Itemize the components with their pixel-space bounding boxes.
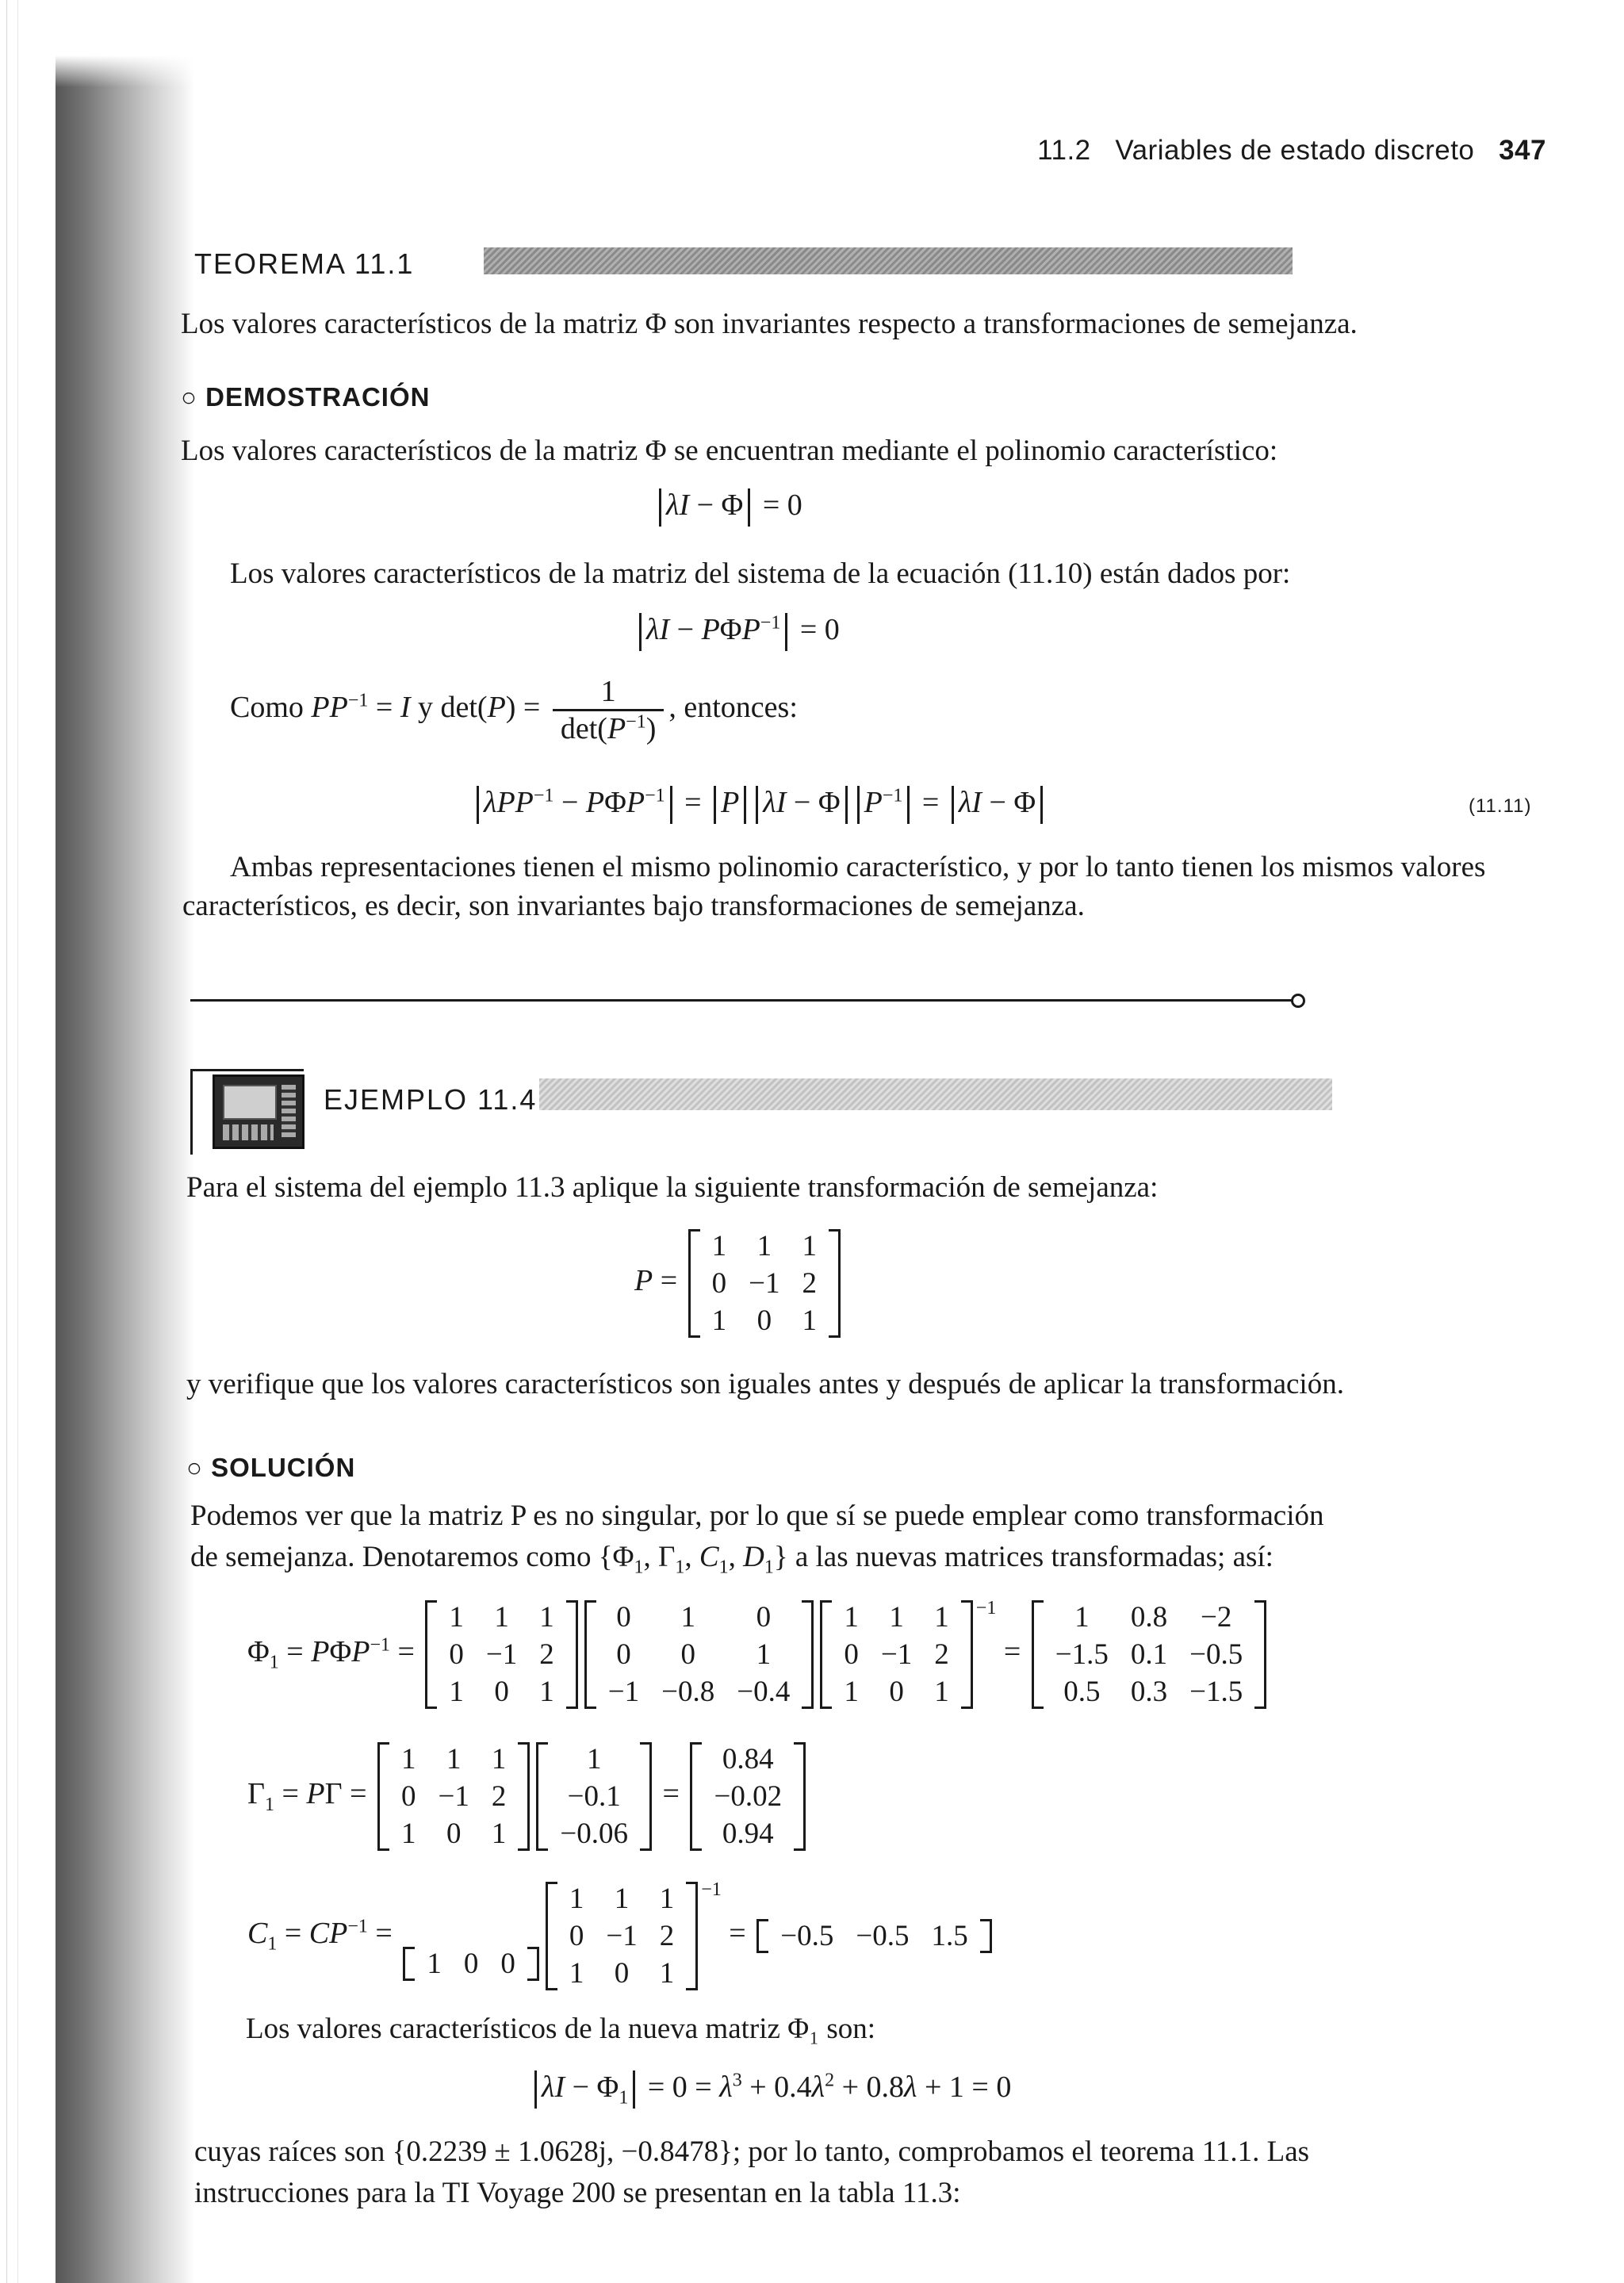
matrix-P: 1 1 1 0 −1 2 1 0 1 xyxy=(425,1599,577,1710)
binding-shadow-fade xyxy=(56,56,194,87)
matrix-P: 1 1 1 0 −1 2 1 0 1 xyxy=(377,1741,530,1852)
solution-paragraph-2: Los valores característicos de la nueva matriz Φ₁ son: xyxy=(246,2013,876,2045)
matrix-Phi: 0 1 0 0 0 1 −1 −0.8 −0.4 xyxy=(584,1599,814,1710)
bullet-icon: ○ xyxy=(186,1453,212,1482)
solution-heading-text: SOLUCIÓN xyxy=(211,1453,356,1482)
solution-paragraph-1a: Podemos ver que la matriz P es no singular, por lo que sí se puede emplear como transformación xyxy=(190,1500,1324,1532)
row-C: 1 0 0 xyxy=(403,1945,539,1982)
solution-paragraph-3b: instrucciones para la TI Voyage 200 se presentan en la tabla 11.3: xyxy=(194,2177,961,2209)
equation-C1: $C_1 = CP^{-1}$ = 1 0 0 1 1 1 0 −1 2 1 0 1 $^{-1}$ = −0.5 −0.5 1.5 xyxy=(247,1879,995,1992)
binding-shadow xyxy=(56,56,194,2283)
equation-new-char-poly: $\lambda I - \Phi_1 = 0 = \lambda^3 + 0.4\lambda^2 + 0.8\lambda + 1 = 0$ xyxy=(530,2070,1011,2109)
equation-char-poly: λI − Φ = 0 xyxy=(654,488,802,527)
proof-end-rule xyxy=(190,999,1293,1002)
equation-11-11: $\lambda PP^{-1} - P\Phi P^{-1} = P$ λI − Φ $P^{-1} = \lambda I - \Phi$ xyxy=(472,785,1048,824)
solution-paragraph-1b: de semejanza. Denotaremos como {$\Phi_1$, $\Gamma_1$, $C_1$, $D_1$} a las nuevas matrices transformadas; así: xyxy=(190,1541,1274,1578)
solution-heading xyxy=(186,1453,355,1483)
equation-number: (11.11) xyxy=(1469,795,1532,817)
matrix-P: 1 1 1 0 −1 2 1 0 1 xyxy=(546,1880,698,1992)
matrix-P: 1 1 1 0 −1 2 1 0 1 xyxy=(820,1599,972,1710)
example-banner-bar xyxy=(539,1078,1332,1110)
proof-paragraph-1: Los valores característicos de la matriz Φ se encuentran mediante el polinomio característico: xyxy=(181,435,1278,467)
theorem-banner-bar xyxy=(484,247,1293,274)
section-title: Variables de estado discreto xyxy=(1115,135,1475,166)
theorem-statement: Los valores característicos de la matriz Φ son invariantes respecto a transformaciones de semejanza. xyxy=(181,308,1358,340)
equation-Phi1: $\Phi_1 = P\Phi P^{-1}$ = 1 1 1 0 −1 2 1 0 1 0 1 0 0 0 1 −1 −0.8 −0.4 1 1 1 0 −1 2 1 0 1 $^{-1}$ = 1 0.8 −2 −1.5 0.1 −0.5 0.5 0.3 −1.5 xyxy=(247,1598,1270,1710)
page-edge-line xyxy=(17,0,18,2283)
example-verify: y verifique que los valores característicos son iguales antes y después de aplicar la transformación. xyxy=(186,1368,1344,1400)
bullet-icon: ○ xyxy=(181,382,206,412)
equation-como: Como $PP^{-1} = I$ y det(P) = $\frac{1}{\det(P^{-1})}$ , entonces: xyxy=(230,675,798,745)
running-header xyxy=(1023,135,1546,167)
matrix-P: 1 1 1 0 −1 2 1 0 1 xyxy=(688,1228,841,1339)
matrix-Phi1: 1 0.8 −2 −1.5 0.1 −0.5 0.5 0.3 −1.5 xyxy=(1032,1599,1267,1710)
rule-end-ring xyxy=(1291,994,1305,1008)
como-suffix: , entonces: xyxy=(668,691,798,725)
page-number: 347 xyxy=(1499,135,1546,166)
page-edge-line xyxy=(6,0,7,2283)
vector-Gamma1: 0.84 −0.02 0.94 xyxy=(690,1741,806,1852)
equation-Gamma1: $\Gamma_1 = P\Gamma$ = 1 1 1 0 −1 2 1 0 1 1 −0.1 −0.06 = 0.84 −0.02 0.94 xyxy=(247,1741,809,1852)
equation-transformed-poly: $\lambda I - P\Phi P^{-1} = 0$ xyxy=(634,612,840,651)
como-prefix: Como xyxy=(230,691,304,725)
solution-paragraph-3a: cuyas raíces son {0.2239 ± 1.0628j, −0.8478}; por lo tanto, comprobamos el teorema 11.1. Las xyxy=(194,2136,1310,2168)
section-number: 11.2 xyxy=(1037,135,1091,166)
proof-paragraph-3: Ambas representaciones tienen el mismo polinomio característico, y por lo tanto tienen los mismos valores característicos, es decir, son invariantes bajo transformaciones de semejanza. xyxy=(182,851,1486,922)
vector-Gamma: 1 −0.1 −0.06 xyxy=(536,1741,652,1852)
calculator-icon xyxy=(213,1074,304,1149)
proof-paragraph-2: Los valores característicos de la matriz del sistema de la ecuación (11.10) están dados por: xyxy=(230,557,1291,590)
theorem-label: TEOREMA 11.1 xyxy=(194,247,415,280)
proof-heading-text: DEMOSTRACIÓN xyxy=(205,382,431,412)
example-label: EJEMPLO 11.4 xyxy=(324,1083,538,1116)
example-intro: Para el sistema del ejemplo 11.3 aplique la siguiente transformación de semejanza: xyxy=(186,1171,1159,1204)
row-C1: −0.5 −0.5 1.5 xyxy=(756,1917,992,1955)
proof-heading xyxy=(181,382,430,412)
matrix-P-definition: P = 1 1 1 0 −1 2 1 0 1 xyxy=(634,1228,844,1339)
